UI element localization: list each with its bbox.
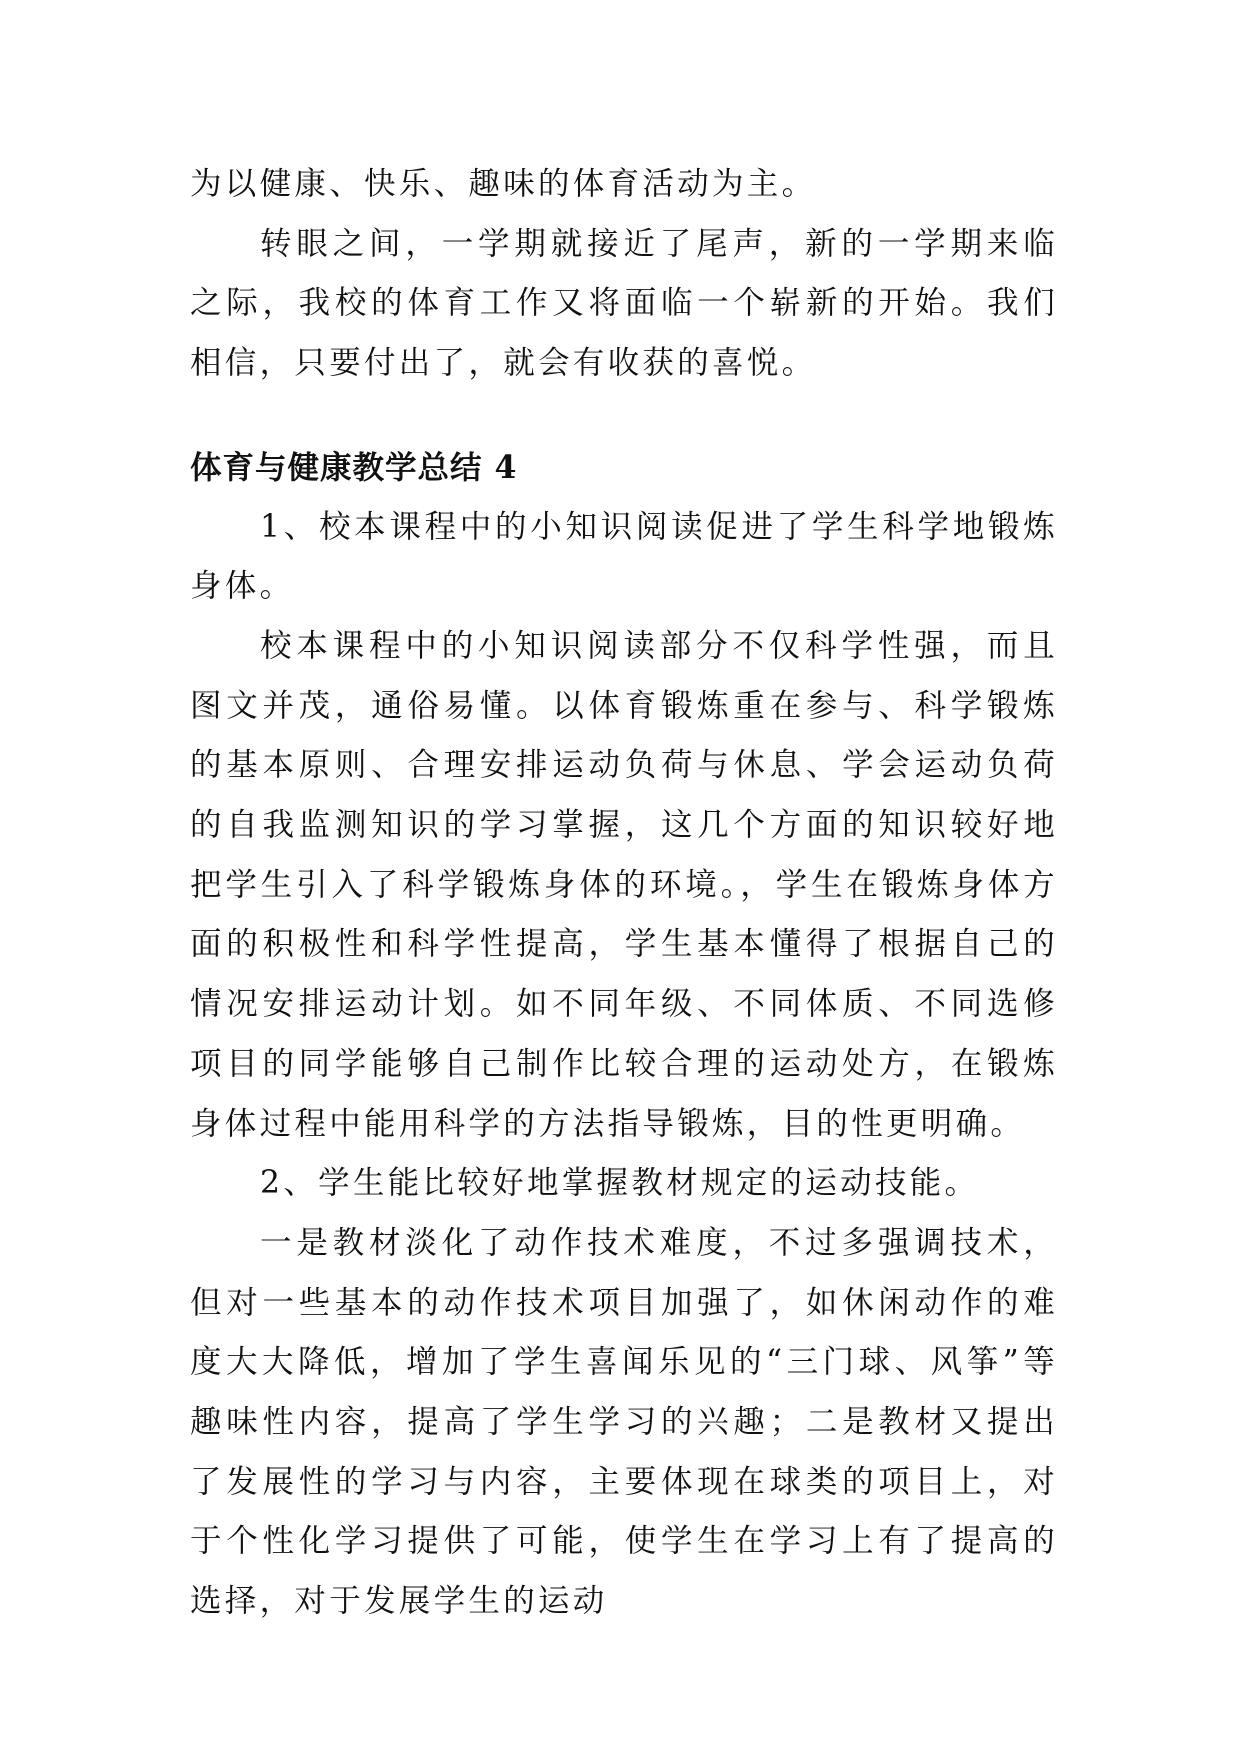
paragraph: 校本课程中的小知识阅读部分不仅科学性强，而且图文并茂，通俗易懂。以体育锻炼重在参与、科学锻炼的基本原则、合理安排运动负荷与休息、学会运动负荷的自我监测知识的学习掌握，这几个方面的知识较好地把学生引入了科学锻炼身体的环境。，学生在锻炼身体方面的积极性和科学性提高，学生基本懂得了根据自己的情况安排运动计划。如不同年级、不同体质、不同选修项目的同学能够自己制作比较合理的运动处方，在锻炼身体过程中能用科学的方法指导锻炼，目的性更明确。 (190, 627, 1058, 1142)
document-body (190, 155, 1058, 1632)
paragraph: 一是教材淡化了动作技术难度，不过多强调技术，但对一些基本的动作技术项目加强了，如休闲动作的难度大大降低，增加了学生喜闻乐见的“三门球、风筝”等趣味性内容，提高了学生学习的兴趣；二是教材又提出了发展性的学习与内容，主要体现在球类的项目上，对于个性化学习提供了可能，使学生在学习上有了提高的选择，对于发展学生的运动 (190, 1224, 1058, 1620)
paragraph: 2、学生能比较好地掌握教材规定的运动技能。 (260, 1165, 980, 1202)
paragraph: 为以健康、快乐、趣味的体育活动为主。 (190, 166, 817, 202)
section-heading: 体育与健康教学总结 4 (190, 448, 518, 486)
paragraph: 转眼之间，一学期就接近了尾声，新的一学期来临之际，我校的体育工作又将面临一个崭新的开始。我们相信，只要付出了，就会有收获的喜悦。 (190, 225, 1058, 382)
paragraph: 1、校本课程中的小知识阅读促进了学生科学地锻炼身体。 (190, 508, 1058, 605)
